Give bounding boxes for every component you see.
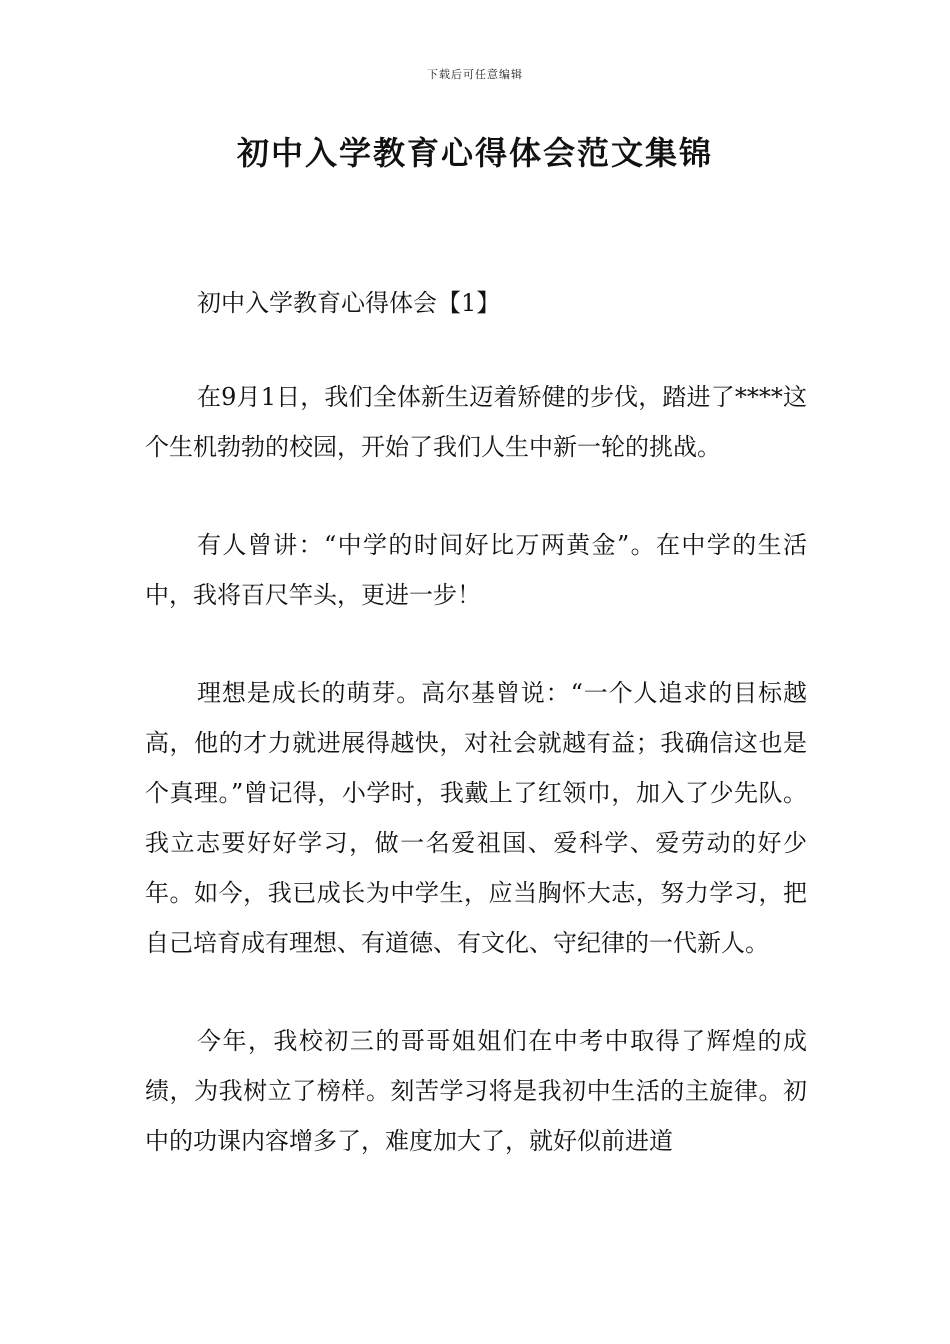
paragraph-2: 有人曾讲：“中学的时间好比万两黄金”。在中学的生活中，我将百尺竿头，更进一步！: [145, 531, 807, 609]
page-header-note: 下载后可任意编辑: [427, 68, 523, 81]
section-heading: 初中入学教育心得体会【1】: [197, 289, 501, 317]
paragraph-3: 理想是成长的萌芽。高尔基曾说：“一个人追求的目标越高，他的才力就进展得越快，对社会就越有益；我确信这也是个真理。”曾记得，小学时，我戴上了红领巾，加入了少先队。我立志要好好学习，做一名爱祖国、爱科学、爱劳动的好少年。如今，我已成长为中学生，应当胸怀大志，努力学习，把自己培育成有理想、有道德、有文化、守纪律的一代新人。: [145, 679, 807, 957]
document-title: 初中入学教育心得体会范文集锦: [236, 134, 713, 172]
paragraph-1: 在9月1日，我们全体新生迈着矫健的步伐，踏进了****这个生机勃勃的校园，开始了我们人生中新一轮的挑战。: [145, 383, 807, 461]
paragraph-4: 今年，我校初三的哥哥姐姐们在中考中取得了辉煌的成绩，为我树立了榜样。刻苦学习将是我初中生活的主旋律。初中的功课内容增多了，难度加大了，就好似前进道: [145, 1027, 807, 1155]
document-body: [145, 278, 807, 1214]
